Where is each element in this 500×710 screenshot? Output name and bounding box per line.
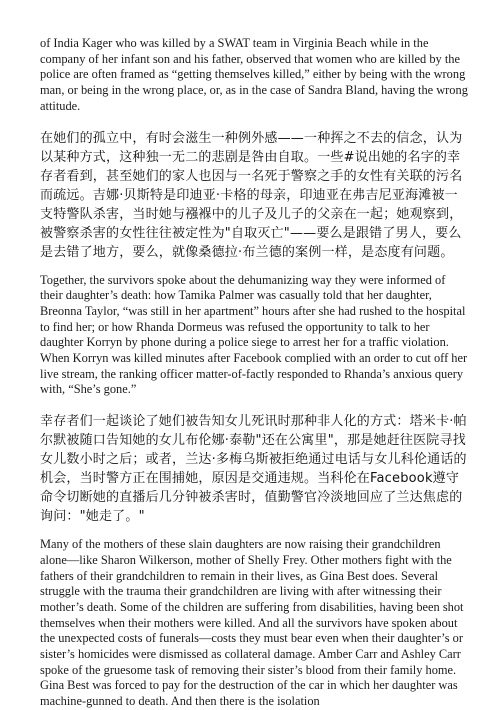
paragraph-chinese-2: 幸存者们一起谈论了她们被告知女儿死讯时那种非人化的方式：塔米卡·帕尔默被随口告知她的女儿布伦娜·泰勒"还在公寓里"，那是她赶往医院寻找女儿数小时之后；或者，兰达·多梅乌斯被拒绝通过电话与女儿科伦通话的机会，当时警方正在围捕她，原因是交通违规。当科伦在Facebook遵守命令切断她的直播后几分钟被杀害时，值勤警官冷淡地回应了兰达焦虑的询问："她走了。" (40, 414, 467, 525)
paragraph-english-2: Together, the survivors spoke about the dehumanizing way they were informed of their daughter’s death: how Tamika Palmer was casually told that her daughter, Breonna Taylor, “was still in her apartment” hours after she had rushed to the hospital to find her; or how Rhanda Dormeus was refused the opportunity to talk to her daughter Korryn by phone during a police siege to arrest her for a traffic violation. When Korryn was killed minutes after Facebook complied with an order to cut off her live stream, the ranking officer matter-of-factly responded to Rhanda’s anxious query with, “She’s gone.” (40, 272, 468, 397)
paragraph-english-3: Many of the mothers of these slain daughters are now raising their grandchildren alone—like Sharon Wilkerson, mother of Shelly Frey. Other mothers fight with the fathers of their grandchildren to remain in their lives, as Gina Best does. Several struggle with the trauma their grandchildren are living with after witnessing their mother’s death. Some of the children are suffering from disabilities, having been shot themselves when their mothers were killed. And all the survivors have spoken about the unexpected costs of funerals—costs they must bear even when their daughter’s or sister’s homicides were dismissed as collateral damage. Amber Carr and Ashley Carr spoke of the gruesome task of removing their sister’s blood from their family home. Gina Best was forced to pay for the destruction of the car in which her daughter was machine-gunned to death. And then there is the isolation (40, 537, 464, 709)
paragraph-english-1: of India Kager who was killed by a SWAT team in Virginia Beach while in the company of her infant son and his father, observed that women who are killed by the police are often framed as “getting themselves killed,” either by being with the wrong man, or being in the wrong place, or, as in the case of Sandra Bland, having the wrong attitude. (40, 36, 468, 113)
paragraph-chinese-1: 在她们的孤立中，有时会滋生一种例外感——一种挥之不去的信念，认为以某种方式，这种独一无二的悲剧是咎由自取。一些#说出她的名字的幸存者看到，甚至她们的家人也因与一名死于警察之手的女性有关联的污名而疏远。吉娜·贝斯特是印迪亚·卡格的母亲，印迪亚在弗吉尼亚海滩被一支特警队杀害，当时她与襁褓中的儿子及儿子的父亲在一起；她观察到，被警察杀害的女性往往被定性为"自取灭亡"——要么是跟错了男人，要么是去错了地方，要么，就像桑德拉·布兰德的案例一样，是态度有问题。 (40, 130, 463, 260)
